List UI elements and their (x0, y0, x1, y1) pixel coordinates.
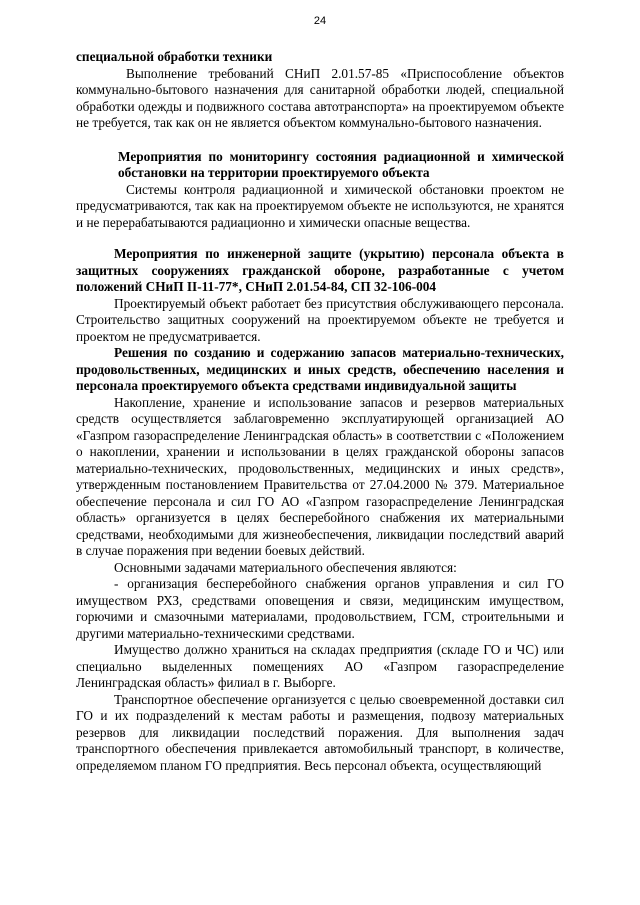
list-item: - организация бесперебойного снабжения органов управления и сил ГО имуществом РХЗ, средствами оповещения и связи, медицинским имуществом, горючими и смазочными материалами, продовольствием, ГСМ, строительными и другими материально-техническими средствами. (76, 576, 564, 641)
paragraph-body: Выполнение требований СНиП 2.01.57-85 «Приспособление объектов коммунально-бытового назначения для санитарной обработки людей, специальной обработки одежды и подвижного состава автотранспорта» на проектируемом объекте не требуется, так как он не является объектом коммунально-бытового назначения. (76, 65, 564, 130)
paragraph-body: Проектируемый объект работает без присутствия обслуживающего персонала. Строительство защитных сооружений на проектируемом объекте не требуется и проектом не предусматривается. (76, 295, 564, 344)
section-heading-monitoring: Мероприятия по мониторингу состояния радиационной и химической обстановки на территории проектируемого объекта (118, 148, 564, 180)
paragraph-body: Транспортное обеспечение организуется с целью своевременной доставки сил ГО и их подразделений к местам работы и размещения, подвозу материальных резервов для ликвидации последствий поражения. Для выполнения задач транспортного обеспечения привлекается автомобильный транспорт, в количестве, определяемом планом ГО предприятия. Весь персонал объекта, осуществляющий (76, 691, 564, 773)
paragraph-body: Основными задачами материального обеспечения являются: (114, 559, 457, 575)
document-body (76, 49, 564, 774)
paragraph-body: Накопление, хранение и использование запасов и резервов материальных средств осуществляется заблаговременно эксплуатирующей организацией АО «Газпром газораспределение Ленинградская область» в соответствии с «Положением о накоплении, хранении и использовании в целях гражданской обороны запасов материально-технических, продовольственных, медицинских и иных средств», утвержденным постановлением Правительства от 27.04.2000 № 379. Материальное обеспечение персонала и сил ГО АО «Газпром газораспределение Ленинградская область» организуется в целях бесперебойного снабжения их материальными средствами, необходимыми для жизнеобеспечения, ликвидации последствий аварий в случае поражения при ведении боевых действий. (76, 394, 564, 558)
paragraph-body: Системы контроля радиационной и химической обстановки проектом не предусматриваются, так как на проектируемом объекте не используются, не хранятся и не перерабатываются радиационно и химически опасные вещества. (76, 181, 564, 230)
page-number: 24 (313, 15, 327, 27)
paragraph-spacer (76, 132, 564, 149)
section-heading-reserves: Решения по созданию и содержанию запасов материально-технических, продовольственных, медицинских и иных средств, обеспечению населения и персонала проектируемого объекта средствами индивидуальной защиты (76, 345, 564, 393)
paragraph-heading-continuation: специальной обработки техники (76, 49, 273, 64)
paragraph-body: Имущество должно храниться на складах предприятия (складе ГО и ЧС) или специально выделенных помещениях АО «Газпром газораспределение Ленинградская область» филиал в г. Выборге. (76, 642, 564, 690)
paragraph-spacer (76, 231, 564, 246)
section-heading-engineering-protection: Мероприятия по инженерной защите (укрытию) персонала объекта в защитных сооружениях гражданской обороне, разработанные с учетом положений СНиП II-11-77*, СНиП 2.01.54-84, СП 32-106-004 (76, 246, 564, 294)
